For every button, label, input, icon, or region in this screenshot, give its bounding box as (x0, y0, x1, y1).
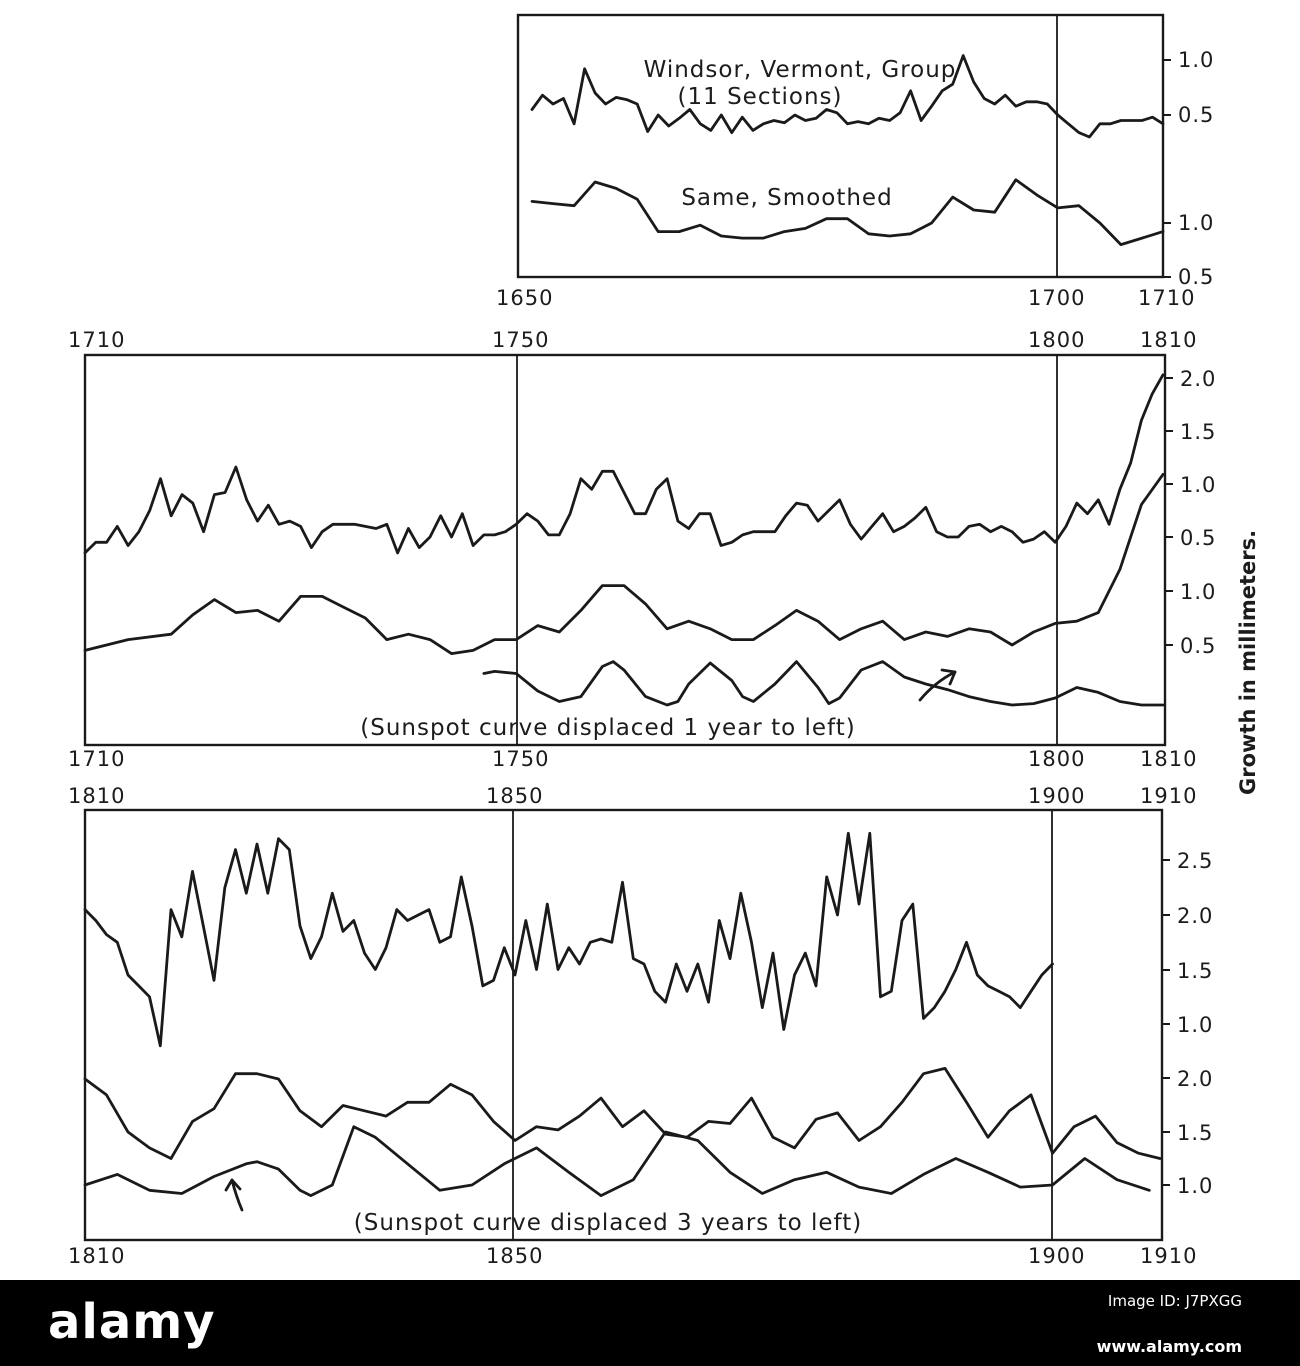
top-y-tick-label: 0.5 (1178, 265, 1215, 289)
bottom-y-tick-label: 1.5 (1177, 959, 1214, 983)
y-axis-title: Growth in millimeters. (1236, 529, 1260, 795)
middle-panel-frame (85, 355, 1165, 745)
bottom-top-x-tick-label: 1910 (1140, 784, 1198, 808)
middle-y-tick-label: 0.5 (1180, 634, 1217, 658)
middle-top-x-tick-label: 1800 (1028, 328, 1086, 352)
middle-y-tick-label: 1.5 (1180, 420, 1217, 444)
top-panel (496, 15, 1214, 310)
bottom-smoothed-series-line (85, 1068, 1160, 1158)
bottom-top-x-tick-label: 1810 (68, 784, 126, 808)
top-y-tick-label: 1.0 (1178, 211, 1215, 235)
middle-panel (68, 328, 1216, 771)
bottom-y-tick-label: 2.0 (1177, 1067, 1214, 1091)
middle-bottom-x-tick-label: 1750 (492, 747, 550, 771)
bottom-sunspot-annotation: (Sunspot curve displaced 3 years to left) (353, 1210, 863, 1236)
bottom-y-tick-label: 1.5 (1177, 1121, 1214, 1145)
middle-bottom-x-tick-label: 1810 (1140, 747, 1198, 771)
middle-top-x-tick-label: 1750 (492, 328, 550, 352)
top-series-sublabel: (11 Sections) (677, 84, 843, 110)
top-series-label: Windsor, Vermont, Group (643, 57, 957, 83)
top-x-tick-label: 1710 (1138, 286, 1196, 310)
bottom-bottom-x-tick-label: 1850 (486, 1244, 544, 1268)
bottom-panel (68, 784, 1213, 1268)
bottom-y-tick-label: 1.0 (1177, 1174, 1214, 1198)
bottom-y-tick-label: 2.5 (1177, 849, 1214, 873)
bottom-bottom-x-tick-label: 1810 (68, 1244, 126, 1268)
watermark-url: www.alamy.com (1096, 1337, 1242, 1356)
bottom-panel-frame (85, 810, 1162, 1240)
middle-sunspot-series-line (484, 662, 1163, 705)
middle-y-tick-label: 1.0 (1180, 580, 1217, 604)
middle-sunspot-annotation: (Sunspot curve displaced 1 year to left) (360, 715, 856, 741)
middle-top-x-tick-label: 1810 (1140, 328, 1198, 352)
top-smoothed-label: Same, Smoothed (681, 185, 893, 211)
middle-bottom-x-tick-label: 1710 (68, 747, 126, 771)
bottom-top-x-tick-label: 1900 (1028, 784, 1086, 808)
watermark-logo: alamy (48, 1294, 216, 1350)
watermark-bar (0, 1280, 1300, 1366)
middle-growth-series-line (85, 375, 1163, 553)
bottom-growth-series-line (85, 833, 1053, 1046)
top-x-tick-label: 1650 (496, 286, 554, 310)
middle-y-tick-label: 0.5 (1180, 526, 1217, 550)
bottom-y-tick-label: 2.0 (1177, 904, 1214, 928)
bottom-top-x-tick-label: 1850 (486, 784, 544, 808)
top-panel-frame (518, 15, 1163, 277)
middle-top-x-tick-label: 1710 (68, 328, 126, 352)
bottom-bottom-x-tick-label: 1900 (1028, 1244, 1086, 1268)
top-y-tick-label: 1.0 (1178, 48, 1215, 72)
top-y-tick-label: 0.5 (1178, 103, 1215, 127)
middle-bottom-x-tick-label: 1800 (1028, 747, 1086, 771)
middle-y-tick-label: 1.0 (1180, 473, 1217, 497)
top-x-tick-label: 1700 (1028, 286, 1086, 310)
middle-y-tick-label: 2.0 (1180, 367, 1217, 391)
watermark-image-id: Image ID: J7PXGG (1107, 1292, 1242, 1310)
bottom-bottom-x-tick-label: 1910 (1140, 1244, 1198, 1268)
bottom-y-tick-label: 1.0 (1177, 1013, 1214, 1037)
